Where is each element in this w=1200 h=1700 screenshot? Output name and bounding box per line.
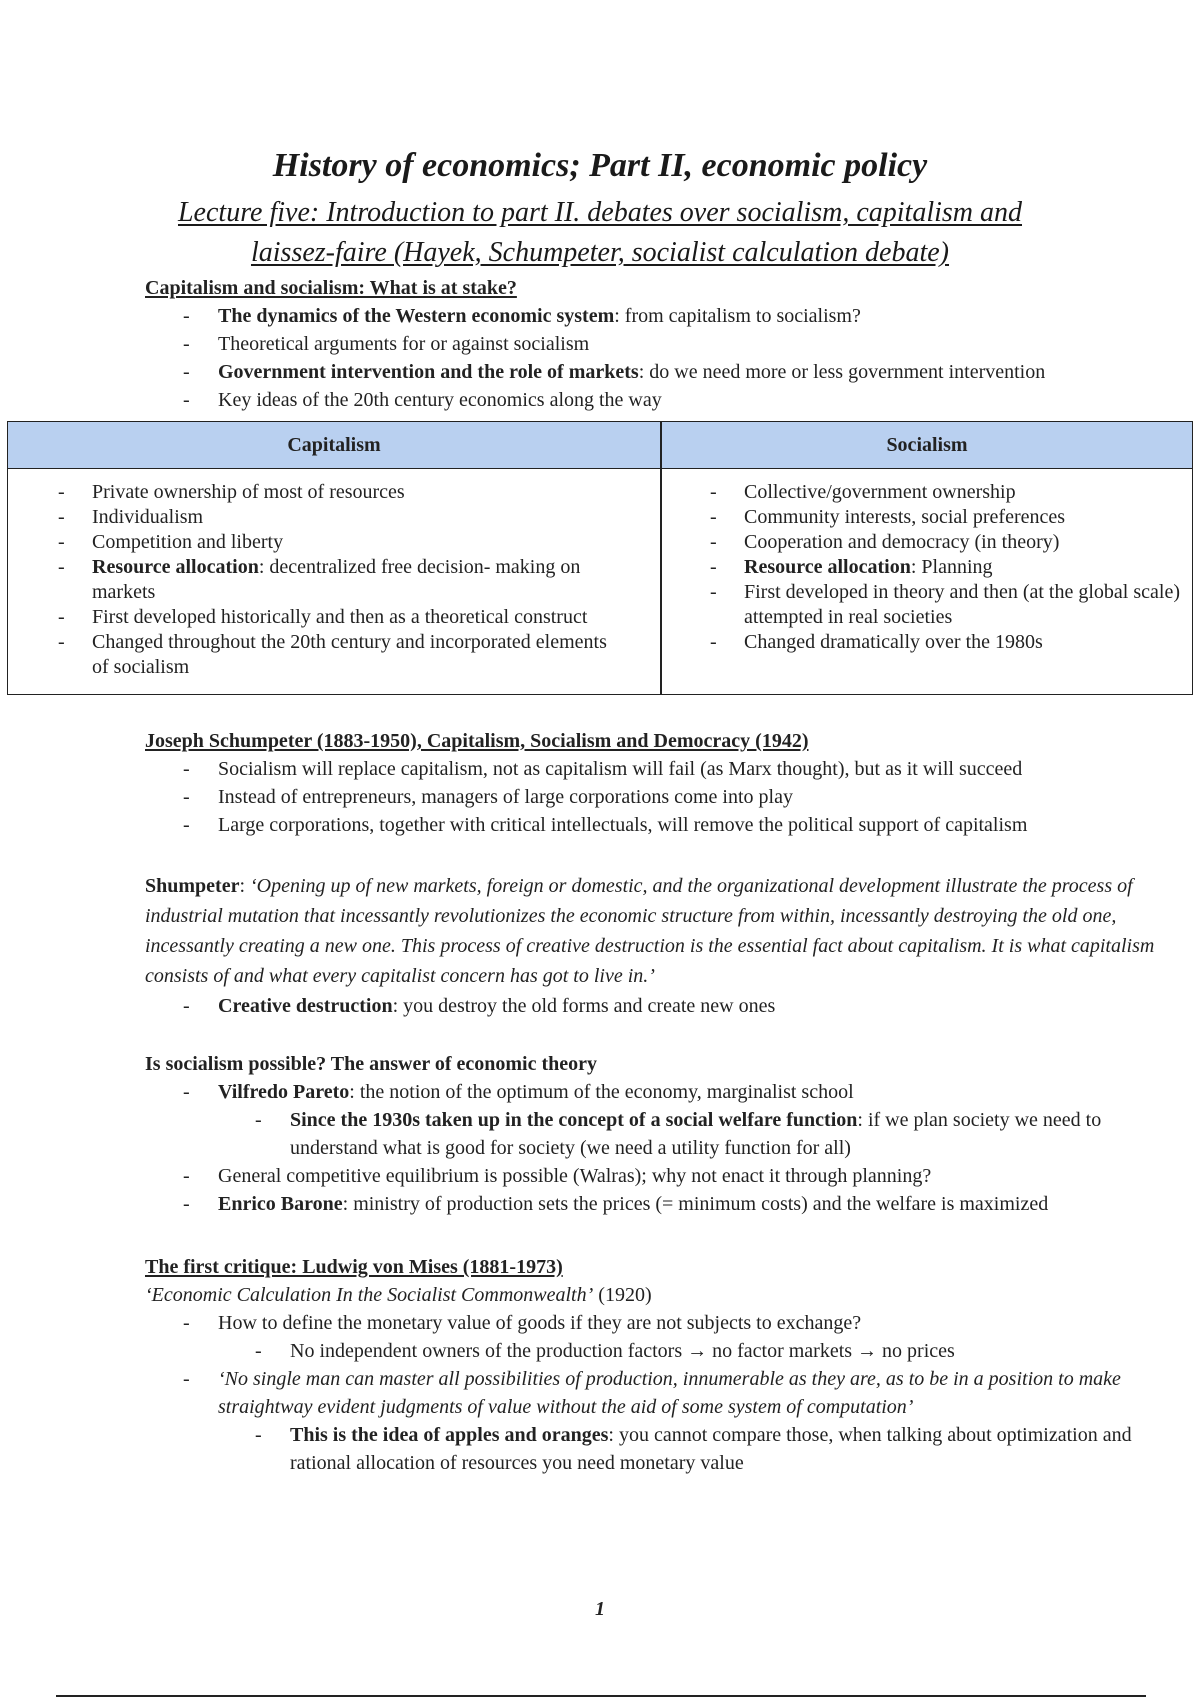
possible-section: [145, 1050, 1155, 1218]
list-item: - Private ownership of most of resources: [8, 480, 608, 505]
list-item: - Cooperation and democracy (in theory): [660, 530, 1190, 555]
mises-heading: The first critique: Ludwig von Mises (1881-1973): [145, 1256, 563, 1278]
list-item: - Government intervention and the role of markets: do we need more or less government intervention: [145, 358, 1155, 386]
list-item: - Collective/government ownership: [660, 480, 1190, 505]
sub-list-item: - Since the 1930s taken up in the concept of a social welfare function: if we plan society we need to understand what is good for society (we need a utility function for all): [145, 1106, 1155, 1162]
table-header-row: [8, 422, 1192, 469]
list-item: - Creative destruction: you destroy the old forms and create new ones: [145, 991, 1155, 1021]
list-item: - Key ideas of the 20th century economics along the way: [145, 386, 1155, 414]
page-title: History of economics; Part II, economic policy: [272, 147, 928, 184]
sub-list-item: - No independent owners of the production factors → no factor markets → no prices: [145, 1337, 1155, 1365]
list-item: - ‘No single man can master all possibilities of production, innumerable as they are, as to be in a position to make straightway evident judgments of value without the aid of some system of computation’: [145, 1365, 1155, 1421]
possible-heading: Is socialism possible? The answer of economic theory: [145, 1053, 598, 1075]
list-item: - Socialism will replace capitalism, not as capitalism will fail (as Marx thought), but as it will succeed: [145, 755, 1155, 783]
list-item: - How to define the monetary value of goods if they are not subjects to exchange?: [145, 1309, 1155, 1337]
bottom-rule: [56, 1695, 1146, 1697]
list-item: - Changed throughout the 20th century and incorporated elements of socialism: [8, 630, 608, 680]
sub-list-item: - This is the idea of apples and oranges: you cannot compare those, when talking about optimization and rational allocation of resources you need monetary value: [145, 1421, 1155, 1477]
list-item: - Enrico Barone: ministry of production sets the prices (= minimum costs) and the welfare is maximized: [145, 1190, 1155, 1218]
list-item: - Community interests, social preferences: [660, 505, 1190, 530]
subtitle: [0, 193, 1200, 273]
subtitle-line-1: Lecture five: Introduction to part II. debates over socialism, capitalism and: [177, 197, 1022, 228]
mises-work: ‘Economic Calculation In the Socialist Commonwealth’ (1920): [145, 1284, 652, 1306]
list-item: - Competition and liberty: [8, 530, 608, 555]
list-item: - Vilfredo Pareto: the notion of the optimum of the economy, marginalist school: [145, 1078, 1155, 1106]
list-item: - Instead of entrepreneurs, managers of large corporations come into play: [145, 783, 1155, 811]
schumpeter-section: [145, 727, 1155, 839]
stake-section: [145, 274, 1155, 414]
list-item: - Changed dramatically over the 1980s: [660, 630, 1190, 655]
list-item: - Individualism: [8, 505, 608, 530]
socialism-column: [660, 480, 1190, 655]
subtitle-line-2: laissez-faire (Hayek, Schumpeter, socialist calculation debate): [250, 237, 950, 268]
schumpeter-quote: Shumpeter: ‘Opening up of new markets, foreign or domestic, and the organizational development illustrate the process of industrial mutation that incessantly revolutionizes the economic structure from within, incessantly destroying the old one, incessantly creating a new one. This process of creative destruction is the essential fact about capitalism. It is what capitalism consists of and what every capitalist concern has got to live in.’: [145, 875, 1155, 987]
comparison-table: [7, 421, 1193, 695]
mises-section: [145, 1253, 1155, 1477]
schumpeter-heading: Joseph Schumpeter (1883-1950), Capitalism, Socialism and Democracy (1942): [145, 730, 809, 752]
list-item: - General competitive equilibrium is possible (Walras); why not enact it through planning?: [145, 1162, 1155, 1190]
list-item: - Theoretical arguments for or against socialism: [145, 330, 1155, 358]
list-item: - First developed in theory and then (at the global scale) attempted in real societies: [660, 580, 1190, 630]
list-item: - First developed historically and then as a theoretical construct: [8, 605, 608, 630]
quote-section: [145, 871, 1155, 1021]
capitalism-column: [8, 480, 608, 680]
page-number: 1: [595, 1598, 605, 1620]
table-header-socialism: Socialism: [886, 434, 968, 456]
list-item: - Resource allocation: decentralized free decision- making on markets: [8, 555, 608, 605]
stake-heading: Capitalism and socialism: What is at stake?: [145, 277, 517, 299]
list-item: - Large corporations, together with critical intellectuals, will remove the political support of capitalism: [145, 811, 1155, 839]
table-header-capitalism: Capitalism: [287, 434, 381, 456]
list-item: - The dynamics of the Western economic system: from capitalism to socialism?: [145, 302, 1155, 330]
list-item: - Resource allocation: Planning: [660, 555, 1190, 580]
